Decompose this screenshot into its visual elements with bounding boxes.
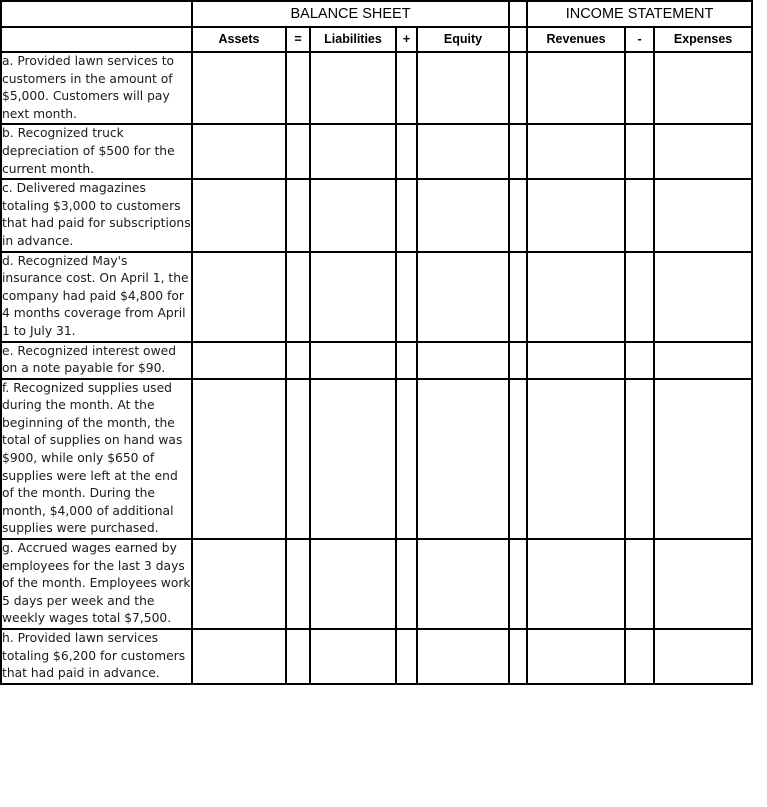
- entry-minus-operator-h[interactable]: [625, 629, 654, 684]
- balance-sheet-section-header: BALANCE SHEET: [192, 1, 509, 27]
- entry-plus-operator-c[interactable]: [396, 179, 417, 251]
- entry-assets-g[interactable]: [192, 539, 286, 629]
- entry-expenses-c[interactable]: [654, 179, 752, 251]
- column-header-liabilities: Liabilities: [310, 27, 396, 52]
- entry-equals-operator-g[interactable]: [286, 539, 310, 629]
- table-row: [1, 539, 752, 629]
- table-row: [1, 342, 752, 379]
- column-header-minus-operator: -: [625, 27, 654, 52]
- entry-expenses-h[interactable]: [654, 629, 752, 684]
- entry-plus-operator-a[interactable]: [396, 52, 417, 124]
- column-header-expenses: Expenses: [654, 27, 752, 52]
- entry-revenues-b[interactable]: [527, 124, 625, 179]
- entry-equity-a[interactable]: [417, 52, 509, 124]
- entry-equity-e[interactable]: [417, 342, 509, 379]
- entry-liabilities-c[interactable]: [310, 179, 396, 251]
- entry-expenses-g[interactable]: [654, 539, 752, 629]
- entry-plus-operator-e[interactable]: [396, 342, 417, 379]
- entry-minus-operator-e[interactable]: [625, 342, 654, 379]
- entry-liabilities-a[interactable]: [310, 52, 396, 124]
- entry-revenues-h[interactable]: [527, 629, 625, 684]
- entry-minus-operator-d[interactable]: [625, 252, 654, 342]
- entry-expenses-a[interactable]: [654, 52, 752, 124]
- entry-minus-operator-f[interactable]: [625, 379, 654, 539]
- entry-assets-b[interactable]: [192, 124, 286, 179]
- entry-expenses-f[interactable]: [654, 379, 752, 539]
- income-statement-section-header: INCOME STATEMENT: [527, 1, 752, 27]
- entry-liabilities-f[interactable]: [310, 379, 396, 539]
- section-separator-b: [509, 124, 527, 179]
- entry-assets-c[interactable]: [192, 179, 286, 251]
- entry-revenues-c[interactable]: [527, 179, 625, 251]
- transaction-description-d: d. Recognized May's insurance cost. On April 1, the company had paid $4,800 for 4 months coverage from April 1 to July 31.: [1, 252, 192, 342]
- entry-assets-d[interactable]: [192, 252, 286, 342]
- transaction-description-g: g. Accrued wages earned by employees for the last 3 days of the month. Employees work 5 days per week and the weekly wages total $7,500.: [1, 539, 192, 629]
- header-row-sections: [1, 1, 752, 27]
- entry-minus-operator-b[interactable]: [625, 124, 654, 179]
- section-separator-header: [509, 1, 527, 27]
- entry-equity-h[interactable]: [417, 629, 509, 684]
- table-body: [1, 52, 752, 684]
- section-separator-subheader: [509, 27, 527, 52]
- entry-expenses-d[interactable]: [654, 252, 752, 342]
- entry-equity-c[interactable]: [417, 179, 509, 251]
- entry-plus-operator-d[interactable]: [396, 252, 417, 342]
- entry-plus-operator-g[interactable]: [396, 539, 417, 629]
- transaction-description-c: c. Delivered magazines totaling $3,000 to customers that had paid for subscriptions in advance.: [1, 179, 192, 251]
- section-separator-g: [509, 539, 527, 629]
- entry-equals-operator-c[interactable]: [286, 179, 310, 251]
- entry-revenues-d[interactable]: [527, 252, 625, 342]
- transaction-description-e: e. Recognized interest owed on a note payable for $90.: [1, 342, 192, 379]
- entry-equals-operator-b[interactable]: [286, 124, 310, 179]
- section-separator-c: [509, 179, 527, 251]
- entry-equity-f[interactable]: [417, 379, 509, 539]
- transaction-description-f: f. Recognized supplies used during the month. At the beginning of the month, the total of supplies on hand was $900, while only $650 of supplies were left at the end of the month. During the month, $4,000 of additional supplies were purchased.: [1, 379, 192, 539]
- table-row: [1, 252, 752, 342]
- header-row-columns: [1, 27, 752, 52]
- table-row: [1, 124, 752, 179]
- column-header-plus-operator: +: [396, 27, 417, 52]
- column-header-equals-operator: =: [286, 27, 310, 52]
- table-row: [1, 629, 752, 684]
- entry-liabilities-b[interactable]: [310, 124, 396, 179]
- entry-assets-e[interactable]: [192, 342, 286, 379]
- transaction-description-b: b. Recognized truck depreciation of $500 for the current month.: [1, 124, 192, 179]
- entry-minus-operator-a[interactable]: [625, 52, 654, 124]
- entry-equity-b[interactable]: [417, 124, 509, 179]
- header-corner-blank: [1, 1, 192, 27]
- entry-equity-d[interactable]: [417, 252, 509, 342]
- entry-expenses-b[interactable]: [654, 124, 752, 179]
- entry-assets-a[interactable]: [192, 52, 286, 124]
- table-row: [1, 52, 752, 124]
- entry-equals-operator-e[interactable]: [286, 342, 310, 379]
- entry-minus-operator-g[interactable]: [625, 539, 654, 629]
- column-header-assets: Assets: [192, 27, 286, 52]
- entry-equals-operator-d[interactable]: [286, 252, 310, 342]
- entry-liabilities-h[interactable]: [310, 629, 396, 684]
- entry-plus-operator-h[interactable]: [396, 629, 417, 684]
- section-separator-e: [509, 342, 527, 379]
- section-separator-h: [509, 629, 527, 684]
- column-header-equity: Equity: [417, 27, 509, 52]
- entry-revenues-e[interactable]: [527, 342, 625, 379]
- entry-equals-operator-f[interactable]: [286, 379, 310, 539]
- entry-liabilities-e[interactable]: [310, 342, 396, 379]
- entry-expenses-e[interactable]: [654, 342, 752, 379]
- entry-minus-operator-c[interactable]: [625, 179, 654, 251]
- section-separator-a: [509, 52, 527, 124]
- entry-equity-g[interactable]: [417, 539, 509, 629]
- table-row: [1, 179, 752, 251]
- entry-assets-f[interactable]: [192, 379, 286, 539]
- section-separator-d: [509, 252, 527, 342]
- table-row: [1, 379, 752, 539]
- entry-equals-operator-a[interactable]: [286, 52, 310, 124]
- entry-assets-h[interactable]: [192, 629, 286, 684]
- header-description-blank: [1, 27, 192, 52]
- entry-plus-operator-f[interactable]: [396, 379, 417, 539]
- transaction-description-a: a. Provided lawn services to customers in the amount of $5,000. Customers will pay next month.: [1, 52, 192, 124]
- entry-liabilities-g[interactable]: [310, 539, 396, 629]
- column-header-revenues: Revenues: [527, 27, 625, 52]
- entry-revenues-f[interactable]: [527, 379, 625, 539]
- entry-revenues-g[interactable]: [527, 539, 625, 629]
- entry-plus-operator-b[interactable]: [396, 124, 417, 179]
- entry-revenues-a[interactable]: [527, 52, 625, 124]
- entry-equals-operator-h[interactable]: [286, 629, 310, 684]
- table-header: [1, 1, 752, 52]
- transaction-description-h: h. Provided lawn services totaling $6,200 for customers that had paid in advance.: [1, 629, 192, 684]
- entry-liabilities-d[interactable]: [310, 252, 396, 342]
- section-separator-f: [509, 379, 527, 539]
